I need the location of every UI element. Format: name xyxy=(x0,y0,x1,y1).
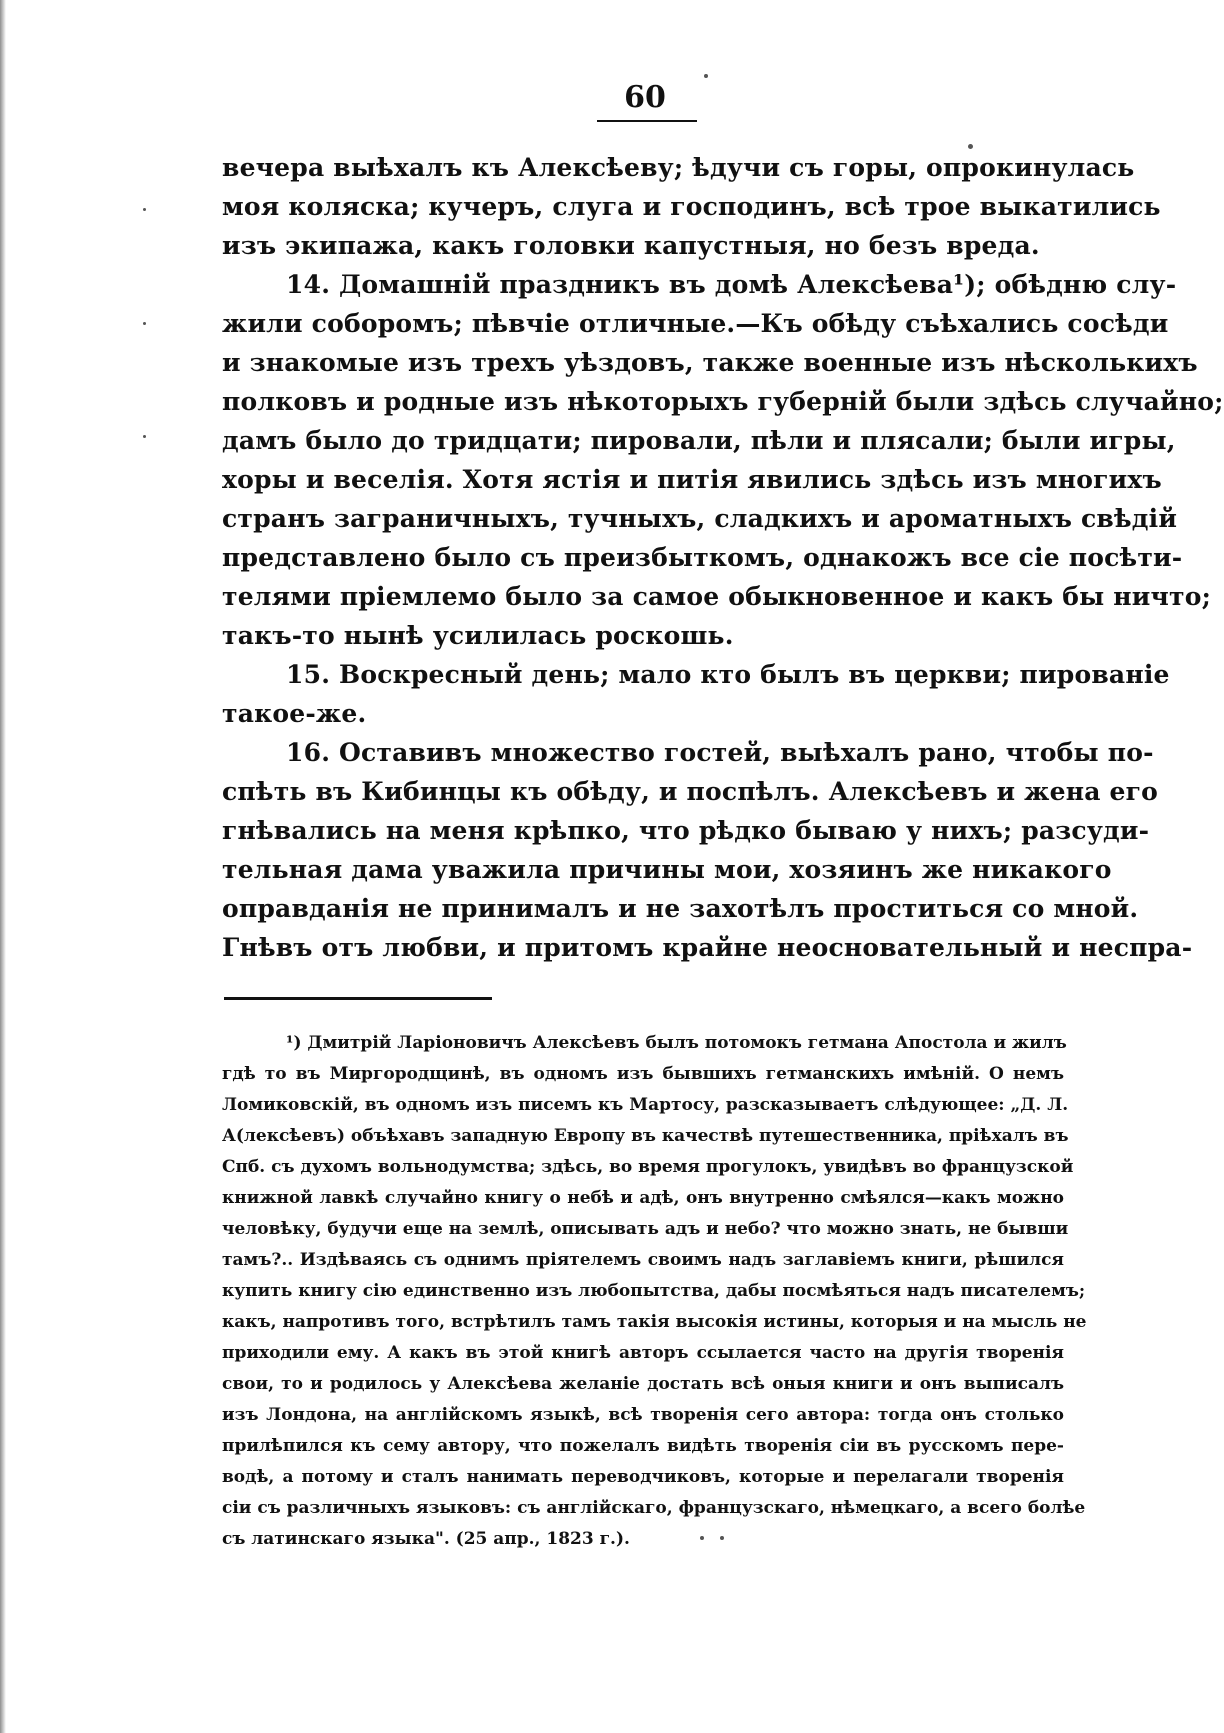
page-number-rule xyxy=(597,120,697,122)
footnote-line: тамъ?.. Издѣваясь съ однимъ пріятелемъ своимъ надъ заглавіемъ книги, рѣшился xyxy=(222,1250,1064,1270)
scan-speck xyxy=(704,74,708,78)
footnote-line: какъ, напротивъ того, встрѣтилъ тамъ такія высокія истины, которыя и на мысль не xyxy=(222,1312,1087,1332)
text-line: телями пріемлемо было за самое обыкновенное и какъ бы ничто; xyxy=(222,582,1212,611)
text-line: гнѣвались на меня крѣпко, что рѣдко бываю у нихъ; разсуди- xyxy=(222,816,1150,845)
footnote-line: Ломиковскій, въ одномъ изъ писемъ къ Мартосу, разсказываетъ слѣдующее: „Д. Л. xyxy=(222,1095,1069,1115)
text-line: 16. Оставивъ множество гостей, выѣхалъ рано, чтобы по- xyxy=(286,738,1154,767)
scan-speck xyxy=(720,1536,724,1540)
text-line: изъ экипажа, какъ головки капустныя, но безъ вреда. xyxy=(222,231,1040,260)
text-line: странъ заграничныхъ, тучныхъ, сладкихъ и ароматныхъ свѣдій xyxy=(222,504,1178,533)
footnote-line: приходили ему. А какъ въ этой книгѣ авторъ ссылается часто на другія творенія xyxy=(222,1343,1064,1363)
page-number: 60 xyxy=(624,80,666,115)
text-line: вечера выѣхалъ къ Алексѣеву; ѣдучи съ горы, опрокинулась xyxy=(222,153,1135,182)
scan-speck xyxy=(143,435,146,438)
footnote-line: гдѣ то въ Миргородщинѣ, въ одномъ изъ бывшихъ гетманскихъ имѣній. О немъ xyxy=(222,1064,1064,1084)
footnote-line: купить книгу сію единственно изъ любопытства, дабы посмѣяться надъ писателемъ; xyxy=(222,1281,1086,1301)
footnote-line: свои, то и родилось у Алексѣева желаніе достать всѣ оныя книги и онъ выписалъ xyxy=(222,1374,1064,1394)
footnote-line: человѣку, будучи еще на землѣ, описывать адъ и небо? что можно знать, не бывши xyxy=(222,1219,1069,1239)
footnote-line: книжной лавкѣ случайно книгу о небѣ и адѣ, онъ внутренно смѣялся—какъ можно xyxy=(222,1188,1064,1208)
main-text xyxy=(222,148,1224,967)
text-line: моя коляска; кучеръ, слуга и господинъ, всѣ трое выкатились xyxy=(222,192,1161,221)
text-line: спѣть въ Кибинцы къ обѣду, и поспѣлъ. Алексѣевъ и жена его xyxy=(222,777,1159,806)
text-line: и знакомые изъ трехъ уѣздовъ, также военные изъ нѣсколькихъ xyxy=(222,348,1198,377)
footnote-line: съ латинскаго языка". (25 апр., 1823 г.). xyxy=(222,1529,630,1549)
text-line: оправданія не принималъ и не захотѣлъ проститься со мной. xyxy=(222,894,1139,923)
text-line: хоры и веселія. Хотя ястія и питія явились здѣсь изъ многихъ xyxy=(222,465,1162,494)
footnote-line: изъ Лондона, на англійскомъ языкѣ, всѣ творенія сего автора: тогда онъ столько xyxy=(222,1405,1064,1425)
footnote-line: водѣ, а потому и сталъ нанимать переводчиковъ, которые и перелагали творенія xyxy=(222,1467,1064,1487)
footnote-line: прилѣпился къ сему автору, что пожелалъ видѣть творенія сіи въ русскомъ пере- xyxy=(222,1436,1064,1456)
text-line: жили соборомъ; пѣвчіе отличные.—Къ обѣду съѣхались сосѣди xyxy=(222,309,1169,338)
footnote-line: А(лексѣевъ) объѣхавъ западную Европу въ качествѣ путешественника, пріѣхалъ въ xyxy=(222,1126,1069,1146)
text-line: тельная дама уважила причины мои, хозяинъ же никакого xyxy=(222,855,1112,884)
footnote-separator xyxy=(224,997,492,1000)
scan-speck xyxy=(143,322,146,325)
scan-speck xyxy=(700,1536,704,1540)
footnote-line: ¹) Дмитрій Ларіоновичъ Алексѣевъ былъ потомокъ гетмана Апостола и жилъ xyxy=(286,1033,1067,1053)
scan-speck xyxy=(968,144,973,149)
text-line: полковъ и родные изъ нѣкоторыхъ губерній были здѣсь случайно; xyxy=(222,387,1224,416)
text-line: 14. Домашній праздникъ въ домѣ Алексѣева¹); обѣдню слу- xyxy=(286,270,1177,299)
footnote-line: сіи съ различныхъ языковъ: съ англійскаго, французскаго, нѣмецкаго, а всего болѣе xyxy=(222,1498,1086,1518)
text-line: представлено было съ преизбыткомъ, однакожъ все сіе посѣти- xyxy=(222,543,1183,572)
text-line: Гнѣвъ отъ любви, и притомъ крайне неосновательный и неспра- xyxy=(222,933,1193,962)
text-line: дамъ было до тридцати; пировали, пѣли и плясали; были игры, xyxy=(222,426,1176,455)
text-line: такое-же. xyxy=(222,699,367,728)
text-line: такъ-то нынѣ усилилась роскошь. xyxy=(222,621,734,650)
footnote-line: Спб. съ духомъ вольнодумства; здѣсь, во время прогулокъ, увидѣвъ во французской xyxy=(222,1157,1074,1177)
footnote xyxy=(222,1028,1087,1555)
scan-speck xyxy=(143,208,146,211)
scan-binding-edge xyxy=(0,0,6,1733)
text-line: 15. Воскресный день; мало кто былъ въ церкви; пированіе xyxy=(286,660,1170,689)
